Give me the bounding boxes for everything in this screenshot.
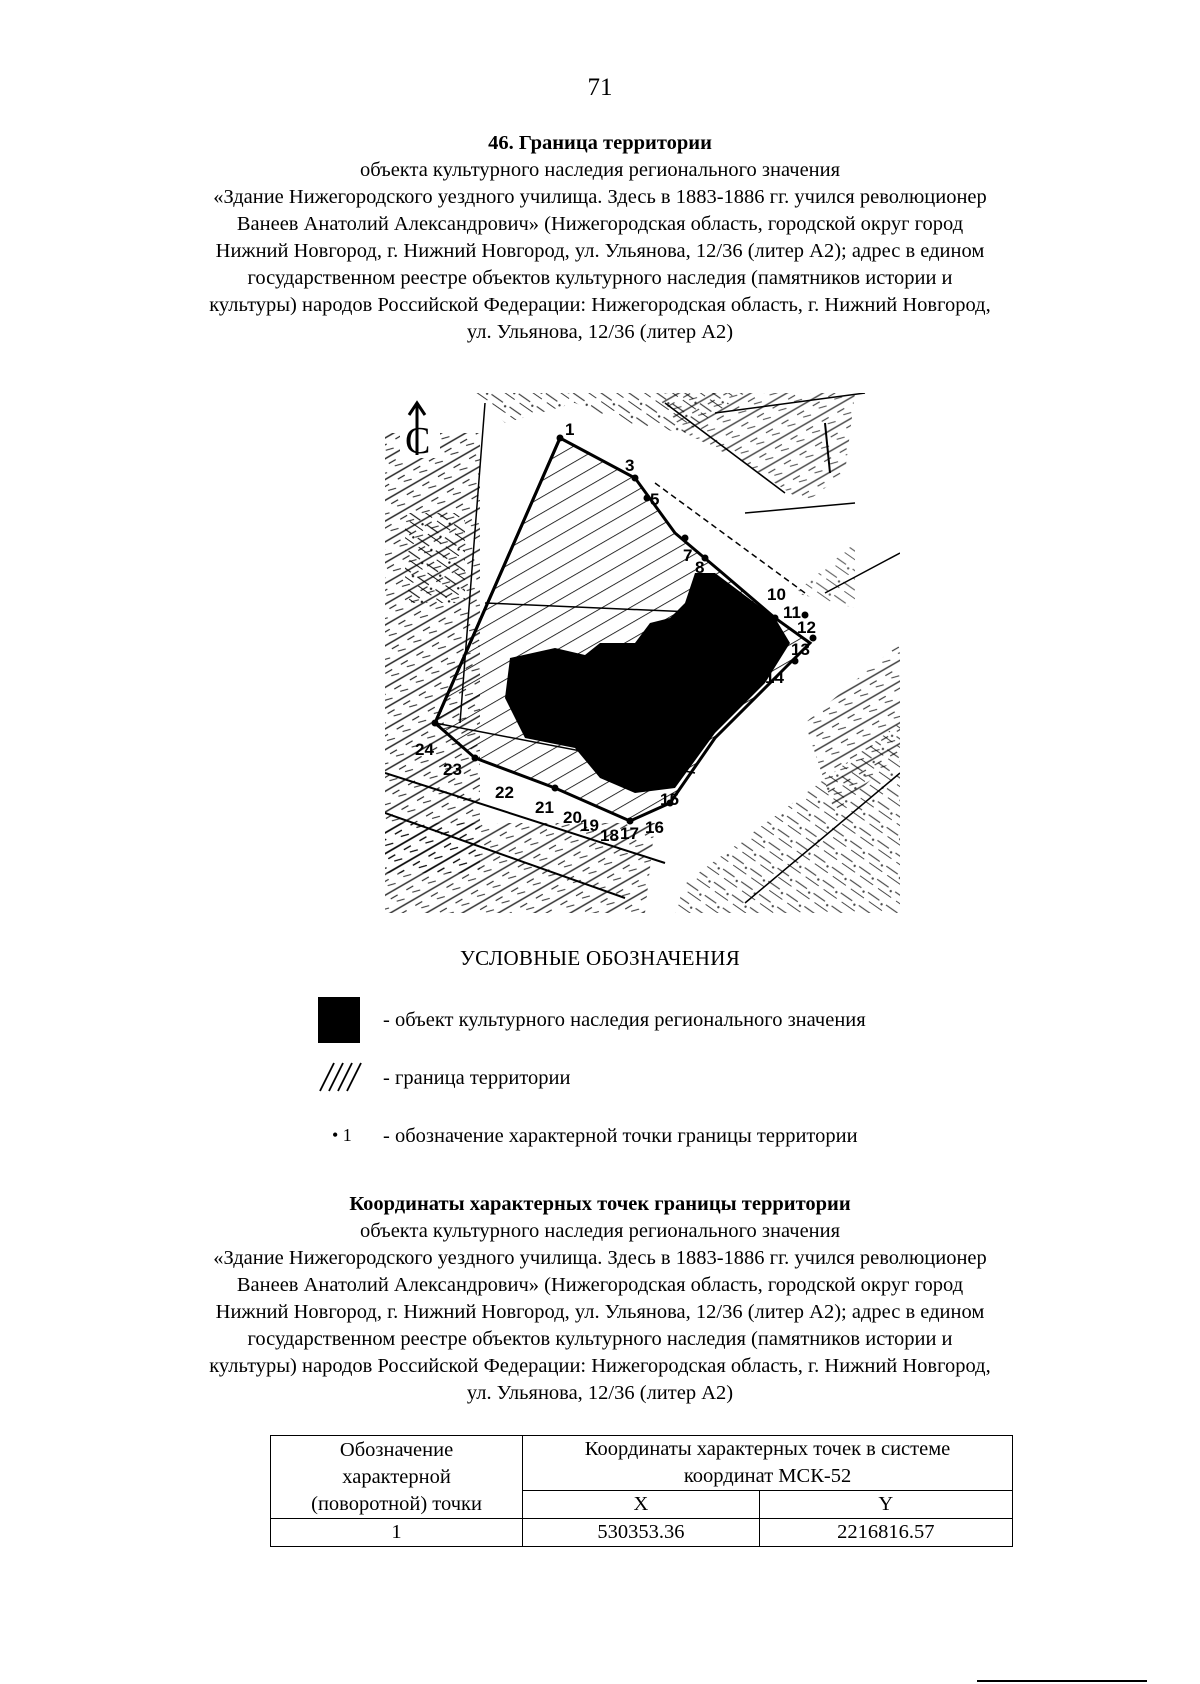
heading-line: культуры) народов Российской Федерации: Нижегородская область, г. Нижний Новгород,	[209, 1355, 991, 1377]
cell-y: 2216816.57	[759, 1519, 1012, 1547]
point-label: 22	[495, 783, 514, 802]
heading-line: объекта культурного наследия регионального значения	[359, 1220, 841, 1242]
table-header-row	[271, 1436, 1013, 1491]
header-y: Y	[759, 1491, 1012, 1519]
point-label: 23	[443, 760, 462, 779]
header-text: характерной	[342, 1465, 451, 1488]
legend-item-text: - объект культурного наследия регионального значения	[383, 1009, 866, 1031]
legend-item-text: - граница территории	[383, 1067, 571, 1089]
point-label: 17	[620, 824, 639, 843]
legend-item-text: - обозначение характерной точки границы территории	[383, 1125, 858, 1147]
heading-title: 46. Граница территории	[488, 132, 712, 154]
heading-line: Нижний Новгород, г. Нижний Новгород, ул. Ульянова, 12/36 (литер А2); адрес в едином	[215, 1301, 985, 1323]
coordinates-title: Координаты характерных точек границы территории	[349, 1193, 851, 1215]
point-label: 15	[660, 790, 679, 809]
heading-line: ул. Ульянова, 12/36 (литер А2)	[466, 321, 734, 343]
header-point-designation	[271, 1436, 523, 1519]
point-icon: • 1	[332, 1125, 352, 1145]
point-label: 7	[683, 546, 693, 565]
footer-divider	[977, 1680, 1147, 1682]
point-label: 9	[735, 604, 745, 623]
point-label: 10	[767, 585, 786, 604]
heading-line: «Здание Нижегородского уездного училища. Здесь в 1883-1886 гг. учился революционер	[213, 186, 987, 208]
header-text: Обозначение	[339, 1438, 454, 1461]
header-text: Координаты характерных точек в системе	[584, 1438, 951, 1460]
point-label: 20	[563, 808, 582, 827]
point-label: 24	[415, 740, 434, 759]
point-label: 19	[580, 816, 599, 835]
legend-item-object	[318, 999, 1018, 1045]
heading-line: государственном реестре объектов культурного наследия (памятников истории и	[247, 267, 953, 289]
boundary-heading	[150, 130, 1050, 346]
point-label: 21	[535, 798, 554, 817]
point-label: 3	[625, 456, 635, 475]
point-label: 8	[695, 558, 705, 577]
heading-line: объекта культурного наследия регионального значения	[359, 159, 841, 181]
header-coordinates	[523, 1436, 1013, 1491]
legend-item-boundary	[318, 1057, 1018, 1103]
map-drawing	[385, 393, 900, 913]
header-text: координат МСК-52	[683, 1465, 852, 1487]
north-symbol: С	[405, 420, 431, 462]
north-arrow-icon	[400, 403, 440, 462]
point-label: 13	[791, 640, 810, 659]
legend-item-point	[318, 1115, 1018, 1161]
point-label: 1	[565, 420, 575, 439]
point-label: 12	[797, 618, 816, 637]
territory-map	[385, 393, 900, 913]
coordinates-heading	[150, 1191, 1050, 1407]
header-text: (поворотной) точки	[311, 1492, 482, 1515]
cell-x: 530353.36	[523, 1519, 760, 1547]
page-number: 71	[587, 74, 613, 101]
heading-line: Ванеев Анатолий Александрович» (Нижегородская область, городской округ город	[236, 213, 964, 235]
hatch-icon	[318, 1057, 362, 1101]
table-row	[271, 1519, 1013, 1547]
point-label: 16	[645, 818, 664, 837]
black-square-icon	[318, 997, 360, 1043]
header-x: X	[523, 1491, 760, 1519]
heading-line: «Здание Нижегородского уездного училища. Здесь в 1883-1886 гг. учился революционер	[213, 1247, 987, 1269]
point-label: 14	[765, 668, 784, 687]
legend-title: УСЛОВНЫЕ ОБОЗНАЧЕНИЯ	[459, 946, 741, 970]
point-label: 11	[783, 603, 801, 622]
heading-line: ул. Ульянова, 12/36 (литер А2)	[466, 1382, 734, 1404]
point-label: 5	[650, 490, 660, 509]
heading-line: культуры) народов Российской Федерации: Нижегородская область, г. Нижний Новгород,	[209, 294, 991, 316]
coordinates-table	[270, 1435, 1013, 1547]
heading-line: Нижний Новгород, г. Нижний Новгород, ул. Ульянова, 12/36 (литер А2); адрес в едином	[215, 240, 985, 262]
heading-line: Ванеев Анатолий Александрович» (Нижегородская область, городской округ город	[236, 1274, 964, 1296]
cell-point: 1	[271, 1519, 523, 1547]
heading-line: государственном реестре объектов культурного наследия (памятников истории и	[247, 1328, 953, 1350]
point-label: 18	[600, 826, 619, 845]
